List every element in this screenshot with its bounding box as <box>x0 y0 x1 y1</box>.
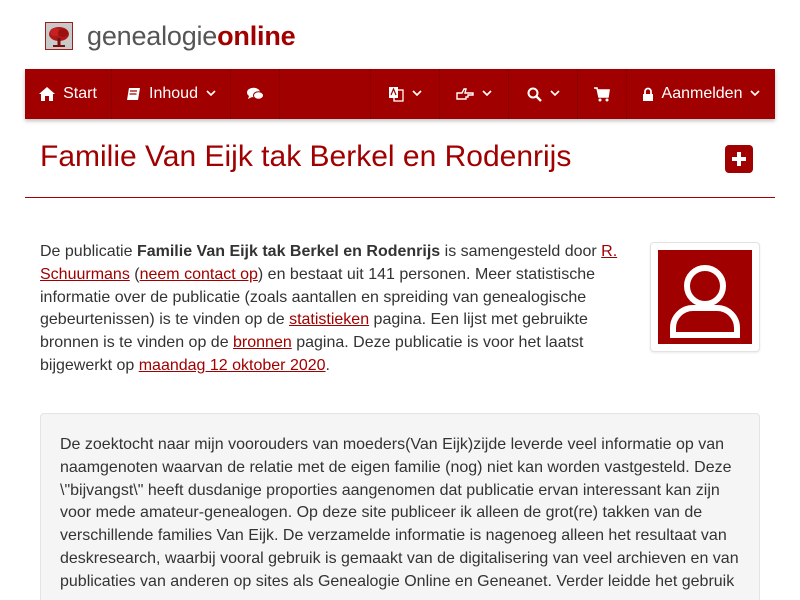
last-updated-link[interactable]: maandag 12 oktober 2020 <box>138 356 326 374</box>
avatar <box>658 250 752 344</box>
hand-pointing-icon <box>456 87 474 101</box>
statistics-link[interactable]: statistieken <box>289 311 370 329</box>
title-divider <box>25 197 775 198</box>
nav-forum[interactable] <box>231 69 280 119</box>
contact-link[interactable]: neem contact op <box>139 265 258 283</box>
search-icon <box>527 87 542 102</box>
chevron-down-icon <box>750 89 760 100</box>
nav-login[interactable] <box>627 69 775 119</box>
intro-text-2: is samengesteld door <box>440 243 602 260</box>
lock-icon <box>642 87 654 102</box>
intro-text-3: ( <box>129 265 140 283</box>
publication-name: Familie Van Eijk tak Berkel en Rodenrijs <box>136 243 441 260</box>
nav-search[interactable] <box>509 69 578 119</box>
nav-inhoud-label: Inhoud <box>149 85 198 102</box>
nav-spacer <box>280 69 371 119</box>
intro-text-7: . <box>325 356 330 374</box>
chevron-down-icon <box>206 89 216 100</box>
intro-text-4: ) en bestaat uit 141 personen. Meer statistische informatie over de publicatie (zoals aantallen en spreiding van genealogische gebeurtenissen) is te vinden op de <box>40 265 595 329</box>
intro-text-6: pagina. Deze publicatie is voor het laatst bijgewerkt op <box>40 334 584 374</box>
sources-link[interactable]: bronnen <box>233 334 292 352</box>
site-logo[interactable] <box>45 16 295 56</box>
tree-icon <box>45 22 73 50</box>
publication-intro <box>40 241 630 378</box>
book-icon <box>126 87 141 102</box>
nav-language[interactable] <box>371 69 440 119</box>
chevron-down-icon <box>412 89 422 100</box>
add-button[interactable] <box>725 145 753 173</box>
site-name-part2: online <box>217 20 296 51</box>
chevron-down-icon <box>482 89 492 100</box>
description-text: De zoektocht naar mijn voorouders van moeders(Van Eijk)zijde leverde veel informatie op van naamgenoten waarvan de relatie met de eigen familie (nog) niet kan worden vastgesteld. Deze \"bijvangst\" heeft dusdanige proporties aangenomen dat publicatie ervan interessant kan zijn voor mede amateur-genealogen. Op deze site publiceer ik alleen de grot(re) takken van de verschillende families Van Eijk. De verzamelde informatie is nagenoeg alleen het resultaat van deskresearch, waarbij vooral gebruik is gemaakt van de digitalisering van veel archieven en van publicaties van anderen op sites als Genealogie Online en Geneanet. Verder leidde het gebruik <box>60 436 739 590</box>
plus-icon <box>730 150 748 168</box>
intro-text-1: De publicatie <box>40 243 137 260</box>
author-avatar-frame[interactable] <box>650 242 760 352</box>
author-link[interactable]: R. Schuurmans <box>40 243 618 283</box>
nav-start-label: Start <box>63 85 97 102</box>
intro-text-5: pagina. Een lijst met gebruikte bronnen is te vinden op de <box>40 311 588 352</box>
publication-description <box>40 413 760 600</box>
user-icon <box>658 250 752 344</box>
nav-tools[interactable] <box>440 69 509 119</box>
nav-shop[interactable] <box>578 69 627 119</box>
home-icon <box>39 87 55 101</box>
nav-inhoud[interactable] <box>112 69 231 119</box>
nav-login-label: Aanmelden <box>661 85 743 102</box>
site-name-part1: genealogie <box>87 20 218 51</box>
chevron-down-icon <box>550 89 560 100</box>
nav-start[interactable] <box>25 69 112 119</box>
site-name <box>87 20 296 51</box>
cart-icon <box>594 87 610 102</box>
language-icon <box>388 86 404 102</box>
page-title: Familie Van Eijk tak Berkel en Rodenrijs <box>40 140 572 173</box>
comments-icon <box>247 87 264 101</box>
main-navbar <box>25 69 775 119</box>
